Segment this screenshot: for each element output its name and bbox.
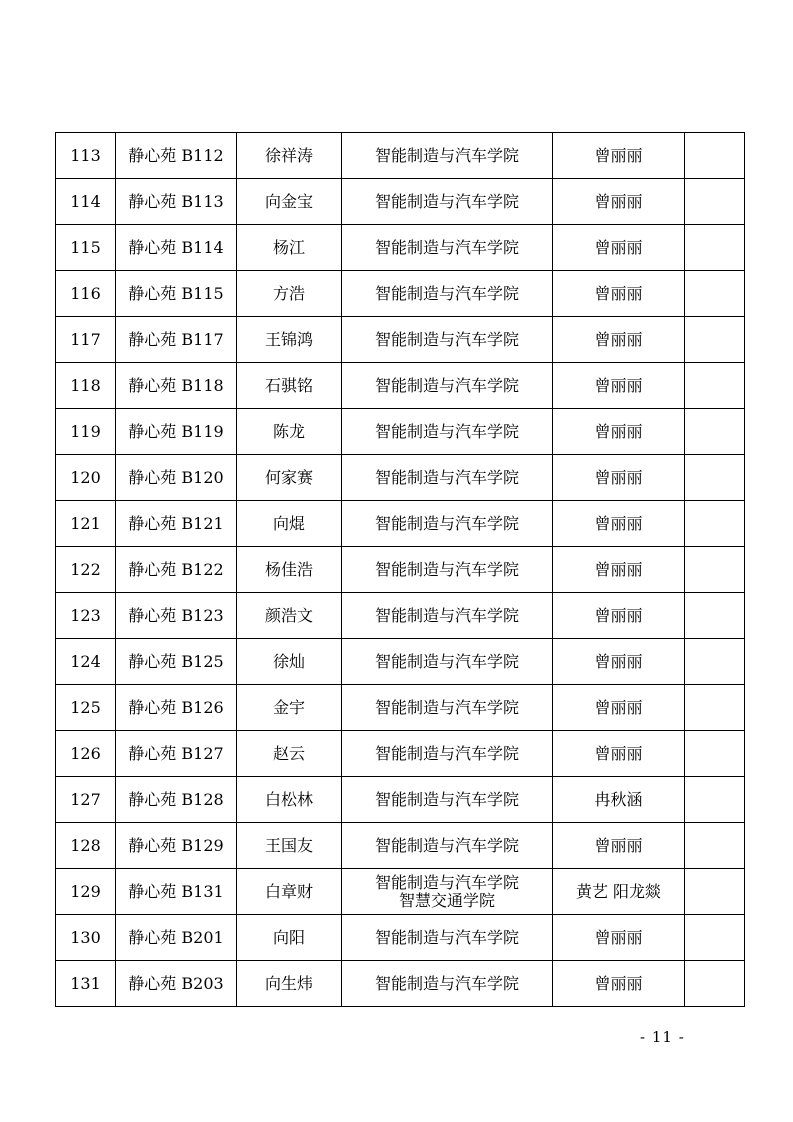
counselor-cell — [553, 179, 685, 225]
row-number-text: 118 — [70, 375, 101, 395]
note-cell — [685, 179, 745, 225]
dorm-room-text: 静心苑 B120 — [128, 467, 224, 487]
student-name-text: 王国友 — [264, 835, 313, 855]
college-text: 智能制造与汽车学院 — [374, 421, 519, 441]
row-number-cell — [56, 455, 116, 501]
row-number-cell — [56, 685, 116, 731]
college-cell — [342, 179, 553, 225]
college-text: 智能制造与汽车学院 — [374, 973, 519, 993]
note-cell — [685, 409, 745, 455]
student-name-cell — [237, 915, 342, 961]
table-row — [56, 317, 745, 363]
college-text: 智能制造与汽车学院 — [374, 375, 519, 395]
row-number-cell — [56, 593, 116, 639]
counselor-text: 曾丽丽 — [594, 697, 643, 717]
row-number-cell — [56, 915, 116, 961]
student-name-cell — [237, 317, 342, 363]
table-row — [56, 225, 745, 271]
counselor-text: 曾丽丽 — [594, 973, 643, 993]
dorm-room-text: 静心苑 B129 — [128, 835, 224, 855]
row-number-text: 128 — [70, 835, 101, 855]
page-number: - 11 - — [640, 1028, 685, 1046]
dorm-room-text: 静心苑 B114 — [128, 237, 224, 257]
student-name-text: 向金宝 — [264, 191, 313, 211]
dorm-room-text: 静心苑 B122 — [128, 559, 224, 579]
counselor-text: 曾丽丽 — [594, 421, 643, 441]
dorm-room-text: 静心苑 B128 — [128, 789, 224, 809]
college-text: 智能制造与汽车学院 — [374, 145, 519, 165]
dorm-room-cell — [116, 869, 237, 915]
table-row — [56, 455, 745, 501]
college-cell — [342, 731, 553, 777]
row-number-text: 125 — [70, 697, 101, 717]
note-cell — [685, 271, 745, 317]
counselor-cell — [553, 823, 685, 869]
student-name-text: 赵云 — [272, 743, 305, 763]
note-cell — [685, 685, 745, 731]
note-cell — [685, 915, 745, 961]
student-name-cell — [237, 455, 342, 501]
college-text: 智能制造与汽车学院 — [374, 559, 519, 579]
student-name-cell — [237, 409, 342, 455]
row-number-cell — [56, 225, 116, 271]
row-number-text: 127 — [70, 789, 101, 809]
counselor-text: 曾丽丽 — [594, 191, 643, 211]
counselor-cell — [553, 869, 685, 915]
student-name-cell — [237, 271, 342, 317]
table-row — [56, 409, 745, 455]
table-row — [56, 501, 745, 547]
counselor-text: 黄艺 阳龙燚 — [575, 881, 662, 901]
college-cell — [342, 639, 553, 685]
student-name-cell — [237, 501, 342, 547]
college-text: 智能制造与汽车学院 — [374, 605, 519, 625]
dorm-room-text: 静心苑 B203 — [128, 973, 224, 993]
dorm-room-text: 静心苑 B115 — [128, 283, 224, 303]
row-number-text: 124 — [70, 651, 101, 671]
row-number-text: 119 — [70, 421, 101, 441]
college-cell — [342, 317, 553, 363]
row-number-cell — [56, 869, 116, 915]
table-row — [56, 179, 745, 225]
counselor-cell — [553, 363, 685, 409]
dorm-room-text: 静心苑 B112 — [128, 145, 224, 165]
counselor-cell — [553, 731, 685, 777]
row-number-text: 126 — [70, 743, 101, 763]
table-row — [56, 823, 745, 869]
row-number-cell — [56, 363, 116, 409]
student-name-text: 徐灿 — [272, 651, 305, 671]
counselor-cell — [553, 225, 685, 271]
table-row — [56, 731, 745, 777]
dorm-room-cell — [116, 547, 237, 593]
counselor-cell — [553, 317, 685, 363]
counselor-text: 曾丽丽 — [594, 927, 643, 947]
dorm-room-text: 静心苑 B113 — [128, 191, 224, 211]
dorm-room-text: 静心苑 B131 — [128, 881, 224, 901]
dorm-room-cell — [116, 731, 237, 777]
row-number-text: 131 — [70, 973, 101, 993]
counselor-text: 曾丽丽 — [594, 513, 643, 533]
table-row — [56, 961, 745, 1007]
dorm-room-text: 静心苑 B127 — [128, 743, 224, 763]
row-number-text: 130 — [70, 927, 101, 947]
counselor-text: 曾丽丽 — [594, 329, 643, 349]
note-cell — [685, 777, 745, 823]
counselor-text: 曾丽丽 — [594, 559, 643, 579]
counselor-cell — [553, 547, 685, 593]
dorm-room-text: 静心苑 B201 — [128, 927, 224, 947]
note-cell — [685, 363, 745, 409]
row-number-text: 115 — [70, 237, 101, 257]
table-row — [56, 133, 745, 179]
college-text: 智能制造与汽车学院 — [374, 283, 519, 303]
row-number-cell — [56, 317, 116, 363]
note-cell — [685, 961, 745, 1007]
student-name-text: 陈龙 — [272, 421, 305, 441]
college-cell — [342, 225, 553, 271]
student-name-cell — [237, 731, 342, 777]
college-cell — [342, 915, 553, 961]
student-name-text: 向生炜 — [264, 973, 313, 993]
student-name-cell — [237, 179, 342, 225]
table-row — [56, 685, 745, 731]
dorm-room-cell — [116, 133, 237, 179]
counselor-text: 曾丽丽 — [594, 237, 643, 257]
counselor-text: 曾丽丽 — [594, 283, 643, 303]
college-text: 智能制造与汽车学院 — [374, 467, 519, 487]
counselor-text: 曾丽丽 — [594, 651, 643, 671]
row-number-cell — [56, 409, 116, 455]
note-cell — [685, 731, 745, 777]
row-number-text: 123 — [70, 605, 101, 625]
counselor-cell — [553, 271, 685, 317]
college-cell — [342, 455, 553, 501]
dorm-room-cell — [116, 271, 237, 317]
row-number-cell — [56, 777, 116, 823]
table-row — [56, 915, 745, 961]
college-cell — [342, 869, 553, 915]
college-text: 智能制造与汽车学院 — [374, 835, 519, 855]
note-cell — [685, 455, 745, 501]
note-cell — [685, 547, 745, 593]
dorm-room-text: 静心苑 B125 — [128, 651, 224, 671]
table-body — [56, 133, 745, 1007]
table-row — [56, 639, 745, 685]
student-name-cell — [237, 961, 342, 1007]
dorm-room-cell — [116, 823, 237, 869]
row-number-cell — [56, 133, 116, 179]
student-name-text: 金宇 — [272, 697, 305, 717]
dorm-room-cell — [116, 455, 237, 501]
dorm-room-cell — [116, 317, 237, 363]
dorm-room-cell — [116, 501, 237, 547]
college-text: 智能制造与汽车学院 — [374, 329, 519, 349]
table-row — [56, 777, 745, 823]
counselor-cell — [553, 915, 685, 961]
row-number-text: 114 — [70, 191, 101, 211]
note-cell — [685, 501, 745, 547]
row-number-text: 122 — [70, 559, 101, 579]
student-name-cell — [237, 133, 342, 179]
student-name-text: 徐祥涛 — [264, 145, 313, 165]
college-text: 智能制造与汽车学院 — [374, 927, 519, 947]
student-name-text: 向阳 — [272, 927, 305, 947]
counselor-cell — [553, 685, 685, 731]
counselor-cell — [553, 409, 685, 455]
row-number-cell — [56, 271, 116, 317]
dorm-room-cell — [116, 363, 237, 409]
college-cell — [342, 593, 553, 639]
counselor-text: 曾丽丽 — [594, 743, 643, 763]
counselor-cell — [553, 961, 685, 1007]
student-name-text: 方浩 — [272, 283, 305, 303]
student-name-text: 杨佳浩 — [264, 559, 313, 579]
college-text: 智能制造与汽车学院 — [374, 237, 519, 257]
student-name-cell — [237, 777, 342, 823]
dorm-room-text: 静心苑 B117 — [128, 329, 224, 349]
note-cell — [685, 225, 745, 271]
college-text: 智能制造与汽车学院 — [374, 697, 519, 717]
student-name-text: 向焜 — [272, 513, 305, 533]
note-cell — [685, 133, 745, 179]
note-cell — [685, 317, 745, 363]
college-text: 智能制造与汽车学院 — [374, 191, 519, 211]
counselor-text: 曾丽丽 — [594, 835, 643, 855]
dormitory-table — [55, 132, 745, 1007]
student-name-cell — [237, 225, 342, 271]
row-number-text: 129 — [70, 881, 101, 901]
counselor-cell — [553, 455, 685, 501]
row-number-text: 120 — [70, 467, 101, 487]
college-cell — [342, 823, 553, 869]
dorm-room-cell — [116, 593, 237, 639]
student-name-cell — [237, 363, 342, 409]
dorm-room-text: 静心苑 B123 — [128, 605, 224, 625]
college-cell — [342, 409, 553, 455]
counselor-cell — [553, 777, 685, 823]
student-name-cell — [237, 823, 342, 869]
college-cell — [342, 685, 553, 731]
college-text: 智能制造与汽车学院 — [374, 789, 519, 809]
student-name-cell — [237, 639, 342, 685]
row-number-text: 121 — [70, 513, 101, 533]
student-name-cell — [237, 593, 342, 639]
student-name-text: 王锦鸿 — [264, 329, 313, 349]
dorm-room-cell — [116, 409, 237, 455]
note-cell — [685, 639, 745, 685]
dorm-room-cell — [116, 639, 237, 685]
row-number-cell — [56, 639, 116, 685]
table-row — [56, 869, 745, 915]
student-name-text: 白松林 — [264, 789, 313, 809]
row-number-cell — [56, 547, 116, 593]
counselor-text: 曾丽丽 — [594, 467, 643, 487]
student-name-text: 白章财 — [264, 881, 313, 901]
row-number-cell — [56, 179, 116, 225]
college-text: 智能制造与汽车学院 — [374, 513, 519, 533]
dorm-room-cell — [116, 685, 237, 731]
dorm-room-cell — [116, 777, 237, 823]
dorm-room-text: 静心苑 B118 — [128, 375, 224, 395]
dorm-room-cell — [116, 915, 237, 961]
row-number-cell — [56, 961, 116, 1007]
dorm-room-text: 静心苑 B126 — [128, 697, 224, 717]
counselor-text: 曾丽丽 — [594, 145, 643, 165]
dorm-room-text: 静心苑 B121 — [128, 513, 224, 533]
counselor-cell — [553, 593, 685, 639]
college-cell — [342, 271, 553, 317]
table-row — [56, 547, 745, 593]
counselor-text: 曾丽丽 — [594, 605, 643, 625]
college-cell — [342, 547, 553, 593]
row-number-cell — [56, 731, 116, 777]
note-cell — [685, 823, 745, 869]
row-number-text: 116 — [70, 283, 101, 303]
college-cell — [342, 777, 553, 823]
dorm-room-cell — [116, 225, 237, 271]
college-cell — [342, 133, 553, 179]
college-cell — [342, 961, 553, 1007]
row-number-cell — [56, 823, 116, 869]
student-name-cell — [237, 547, 342, 593]
student-name-cell — [237, 869, 342, 915]
student-name-text: 石骐铭 — [264, 375, 313, 395]
table-row — [56, 593, 745, 639]
college-text: 智能制造与汽车学院 — [374, 651, 519, 671]
college-text: 智能制造与汽车学院 — [374, 743, 519, 763]
student-name-text: 何家赛 — [264, 467, 313, 487]
counselor-cell — [553, 639, 685, 685]
student-name-cell — [237, 685, 342, 731]
row-number-text: 113 — [70, 145, 101, 165]
college-text: 智能制造与汽车学院 智慧交通学院 — [374, 872, 519, 910]
college-cell — [342, 501, 553, 547]
student-name-text: 杨江 — [272, 237, 305, 257]
dorm-room-cell — [116, 179, 237, 225]
row-number-text: 117 — [70, 329, 101, 349]
college-cell — [342, 363, 553, 409]
counselor-cell — [553, 501, 685, 547]
note-cell — [685, 593, 745, 639]
table-row — [56, 363, 745, 409]
row-number-cell — [56, 501, 116, 547]
note-cell — [685, 869, 745, 915]
counselor-text: 曾丽丽 — [594, 375, 643, 395]
dorm-room-cell — [116, 961, 237, 1007]
counselor-cell — [553, 133, 685, 179]
counselor-text: 冉秋涵 — [594, 789, 643, 809]
dorm-room-text: 静心苑 B119 — [128, 421, 224, 441]
table-row — [56, 271, 745, 317]
student-name-text: 颜浩文 — [264, 605, 313, 625]
